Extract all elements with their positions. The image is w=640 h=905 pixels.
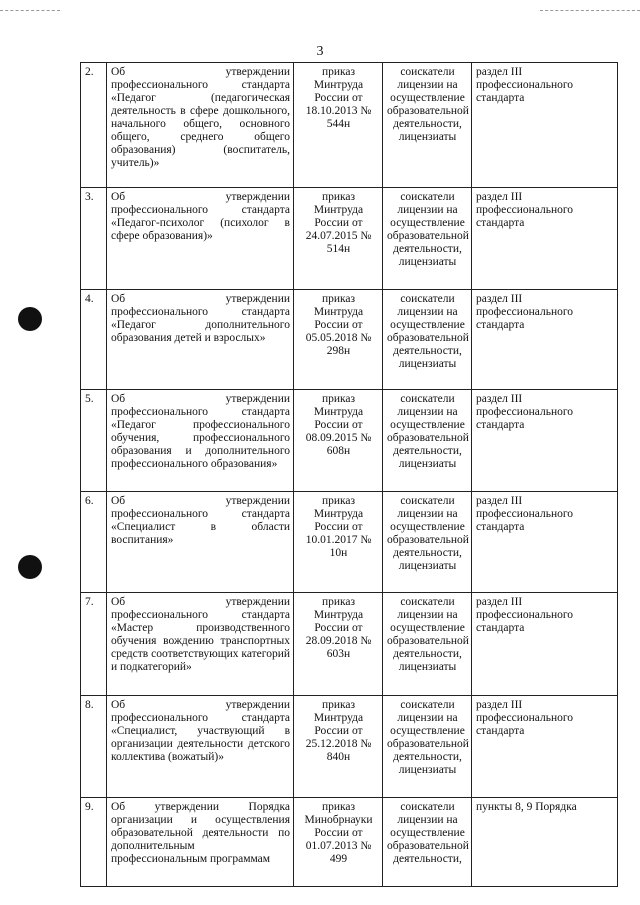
act-subjects: соискатели лицензии на осуществление образовательной деятельности, лицензиаты [383, 492, 472, 593]
act-order: приказ Минтруда России от 05.05.2018 № 298н [294, 290, 383, 390]
punch-hole [18, 555, 42, 579]
table-row [81, 696, 618, 798]
row-number: 2. [81, 63, 107, 188]
row-number: 4. [81, 290, 107, 390]
act-subjects: соискатели лицензии на осуществление образовательной деятельности, лицензиаты [383, 593, 472, 696]
act-subjects: соискатели лицензии на осуществление образовательной деятельности, лицензиаты [383, 188, 472, 290]
act-section: раздел III профессионального стандарта [472, 63, 618, 188]
act-order: приказ Минтруда России от 28.09.2018 № 603н [294, 593, 383, 696]
row-number: 7. [81, 593, 107, 696]
act-section: раздел III профессионального стандарта [472, 492, 618, 593]
row-number: 8. [81, 696, 107, 798]
table-row [81, 390, 618, 492]
act-title: Об утверждении профессионального стандарта «Педагог-психолог (психолог в сфере образования)» [107, 188, 294, 290]
row-number: 3. [81, 188, 107, 290]
act-order: приказ Минтруда России от 10.01.2017 № 10н [294, 492, 383, 593]
act-section: раздел III профессионального стандарта [472, 593, 618, 696]
act-title: Об утверждении профессионального стандарта «Специалист в области воспитания» [107, 492, 294, 593]
act-subjects: соискатели лицензии на осуществление образовательной деятельности, лицензиаты [383, 696, 472, 798]
act-title: Об утверждении профессионального стандарта «Педагог дополнительного образования детей и взрослых» [107, 290, 294, 390]
act-section: раздел III профессионального стандарта [472, 290, 618, 390]
act-title: Об утверждении профессионального стандарта «Педагог (педагогическая деятельность в сфере дошкольного, начального общего, основного общего, среднего общего образования) (воспитатель, учитель)» [107, 63, 294, 188]
act-title: Об утверждении профессионального стандарта «Мастер производственного обучения вождению транспортных средств соответствующих категорий и подкатегорий» [107, 593, 294, 696]
act-order: приказ Минтруда России от 24.07.2015 № 514н [294, 188, 383, 290]
punch-hole [18, 307, 42, 331]
table-row [81, 798, 618, 887]
act-title: Об утверждении профессионального стандарта «Специалист, участвующий в организации деятельности детского коллектива (вожатый)» [107, 696, 294, 798]
page-number: 3 [316, 44, 324, 59]
act-order: приказ Минобрнауки России от 01.07.2013 № 499 [294, 798, 383, 887]
act-subjects: соискатели лицензии на осуществление образовательной деятельности, лицензиаты [383, 390, 472, 492]
table-row [81, 290, 618, 390]
scan-mark-right [540, 10, 640, 11]
row-number: 5. [81, 390, 107, 492]
act-section: раздел III профессионального стандарта [472, 390, 618, 492]
act-section: раздел III профессионального стандарта [472, 696, 618, 798]
row-number: 6. [81, 492, 107, 593]
act-title: Об утверждении профессионального стандарта «Педагог профессионального обучения, профессионального образования и дополнительного профессионального образования» [107, 390, 294, 492]
act-order: приказ Минтруда России от 08.09.2015 № 608н [294, 390, 383, 492]
act-title: Об утверждении Порядка организации и осуществления образовательной деятельности по дополнительным профессиональным программам [107, 798, 294, 887]
act-section: пункты 8, 9 Порядка [472, 798, 618, 887]
table-row [81, 63, 618, 188]
scan-mark-left [0, 10, 60, 11]
requirements-table [80, 62, 618, 887]
act-subjects: соискатели лицензии на осуществление образовательной деятельности, лицензиаты [383, 63, 472, 188]
act-order: приказ Минтруда России от 25.12.2018 № 840н [294, 696, 383, 798]
act-subjects: соискатели лицензии на осуществление образовательной деятельности, [383, 798, 472, 887]
act-section: раздел III профессионального стандарта [472, 188, 618, 290]
row-number: 9. [81, 798, 107, 887]
table-row [81, 593, 618, 696]
table-row [81, 188, 618, 290]
act-order: приказ Минтруда России от 18.10.2013 № 544н [294, 63, 383, 188]
act-subjects: соискатели лицензии на осуществление образовательной деятельности, лицензиаты [383, 290, 472, 390]
table-row [81, 492, 618, 593]
